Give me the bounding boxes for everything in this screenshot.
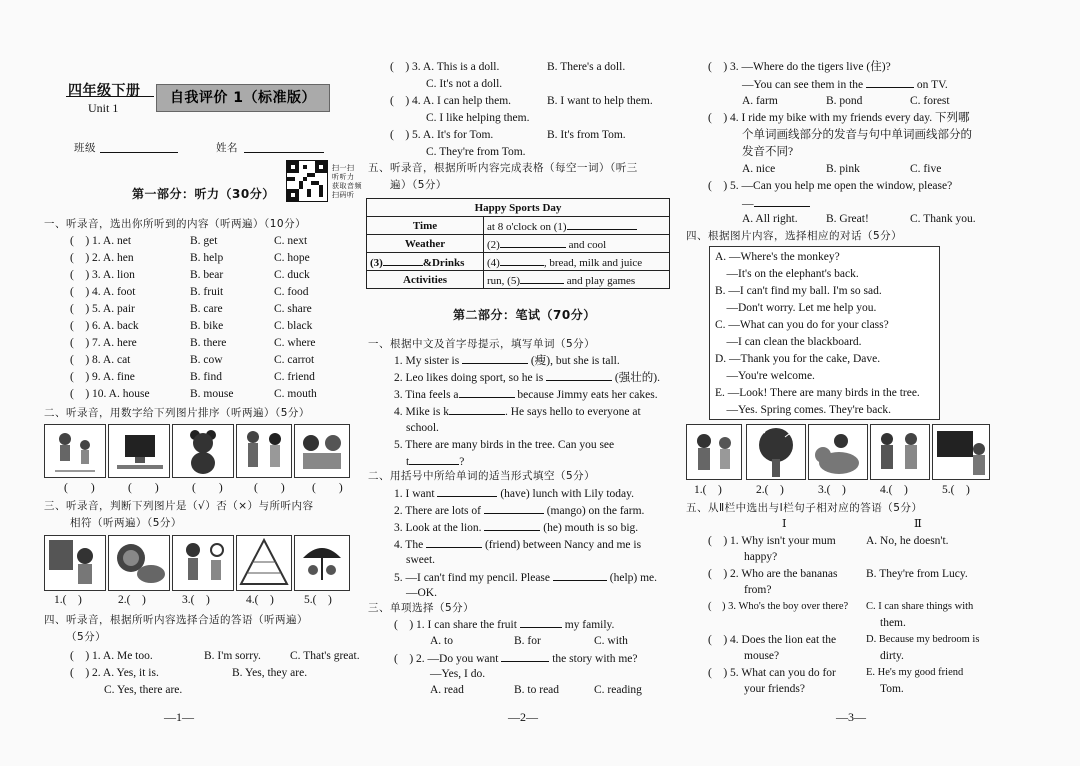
list-item[interactable]: 1. My sister is (瘦), but she is tall.	[394, 352, 620, 369]
answer-option: E. He's my good friend	[866, 667, 964, 678]
list-item[interactable]: 1. I want (have) lunch with Lily today.	[394, 485, 634, 502]
people-icon	[237, 425, 291, 477]
dialog-line: —It's on the elephant's back.	[715, 268, 859, 280]
unit-label: Unit 1	[88, 101, 119, 115]
option-c[interactable]: C. Yes, there are.	[104, 684, 183, 696]
list-item[interactable]: 2. There are lots of (mango) on the farm.	[394, 502, 644, 519]
option-b[interactable]: B. care	[190, 303, 223, 315]
qr-code-icon	[287, 161, 327, 201]
dialog-line: —Yes. Spring comes. They're back.	[715, 404, 892, 416]
list-item[interactable]: ( ) 5. A. pair	[70, 303, 135, 315]
judge-blank[interactable]: 2.( )	[118, 594, 146, 606]
option-b[interactable]: B. there	[190, 337, 227, 349]
answer-option: D. Because my bedroom is	[866, 634, 980, 645]
pyramid-icon	[237, 536, 291, 590]
list-item[interactable]: ( ) 1. I can share the fruit my family.	[394, 616, 614, 633]
order-blank[interactable]: ( )	[254, 482, 285, 494]
option-b[interactable]: B. bear	[190, 269, 224, 281]
table-value[interactable]: at 8 o'clock on (1)	[484, 217, 670, 235]
s3-heading: 三、听录音，判断下列图片是（√）否（×）与所听内容	[44, 500, 314, 512]
s2-heading: 二、听录音，用数字给下列图片排序（听两遍）（5分）	[44, 407, 310, 419]
table-key: Activities	[367, 271, 484, 289]
option-b[interactable]: B. Yes, they are.	[232, 667, 308, 679]
w3-heading: 三、单项选择（5分）	[368, 602, 475, 614]
option-c[interactable]: C. with	[594, 635, 628, 647]
s5-heading-cont: 遍）（5分）	[390, 179, 447, 191]
list-item[interactable]: 3. Look at the lion. (he) mouth is so big.	[394, 519, 638, 536]
list-item[interactable]: ( ) 1. A. net	[70, 235, 132, 247]
list-item-cont: mouse?	[744, 650, 780, 662]
w2-heading: 二、用括号中所给单词的适当形式填空（5分）	[368, 470, 596, 482]
list-item[interactable]: 5. —I can't find my pencil. Please (help) me.	[394, 569, 657, 586]
ball-icon	[173, 536, 233, 590]
picture-boy-girl	[686, 424, 742, 480]
list-item-cont: school.	[406, 422, 439, 434]
option-c[interactable]: C. five	[910, 163, 942, 175]
option-c[interactable]: C. hope	[274, 252, 310, 264]
option-c[interactable]: C. I like helping them.	[426, 112, 530, 124]
list-item[interactable]: 4. Mike is k . He says hello to everyone at	[394, 403, 641, 420]
w5-heading: 五、从Ⅱ栏中选出与Ⅰ栏句子相对应的答语（5分）	[686, 502, 923, 514]
option-c[interactable]: C. next	[274, 235, 308, 247]
option-c[interactable]: C. where	[274, 337, 316, 349]
column-2-header: Ⅱ	[914, 518, 922, 530]
list-item[interactable]: ( ) 1. Why isn't your mum	[708, 535, 836, 547]
table-key: Weather	[367, 235, 484, 253]
option-a[interactable]: A. to	[430, 635, 453, 647]
part1-heading: 第一部分：听力（30分）	[132, 187, 275, 201]
judge-blank[interactable]: 5.( )	[304, 594, 332, 606]
option-b[interactable]: B. fruit	[190, 286, 224, 298]
s3-heading-cont: 相符（听两遍）（5分）	[70, 517, 182, 529]
option-c[interactable]: C. They're from Tom.	[426, 146, 526, 158]
list-item[interactable]: ( ) 3. A. lion	[70, 269, 135, 281]
option-b[interactable]: B. get	[190, 235, 218, 247]
option-a[interactable]: A. All right.	[742, 213, 798, 225]
boy-icon	[45, 536, 105, 590]
w1-heading: 一、根据中文及首字母提示，填写单词（5分）	[368, 338, 596, 350]
dialog-line: E. —Look! There are many birds in the tree.	[715, 387, 920, 399]
answer-option-cont: them.	[880, 617, 906, 629]
match-blank[interactable]: 4.( )	[880, 484, 908, 496]
picture-umbrella	[294, 535, 350, 591]
list-item-cont: 发音不同?	[742, 146, 794, 158]
tree-icon	[747, 425, 805, 479]
dialog-box	[709, 246, 940, 420]
picture-people	[236, 424, 292, 478]
order-blank[interactable]: ( )	[64, 482, 95, 494]
grade-divider	[66, 96, 154, 97]
list-item[interactable]: 4. The (friend) between Nancy and me is	[394, 536, 641, 553]
name-label: 姓名	[216, 142, 238, 154]
w4-heading: 四、根据图片内容，选择相应的对话（5分）	[686, 230, 903, 242]
table-key[interactable]: (3) &Drinks	[367, 253, 484, 271]
option-b[interactable]: B. I want to help them.	[547, 95, 653, 107]
option-c[interactable]: C. mouth	[274, 388, 317, 400]
table-value[interactable]: run, (5) and play games	[484, 271, 670, 289]
picture-tree-birds	[746, 424, 806, 480]
option-c[interactable]: C. That's great.	[290, 650, 360, 662]
list-item[interactable]: ( ) 5. —Can you help me open the window, please?	[708, 180, 953, 192]
table-row	[367, 235, 670, 253]
list-item[interactable]: ( ) 2. A. hen	[70, 252, 134, 264]
option-a[interactable]: A. read	[430, 684, 464, 696]
list-item[interactable]: ( ) 4. I ride my bike with my friends every day. 下列哪	[708, 112, 970, 124]
option-b[interactable]: B. cow	[190, 354, 223, 366]
list-item[interactable]: ( ) 3. A. This is a doll.	[390, 61, 500, 73]
list-item-cont[interactable]: —You can see them in the on TV.	[742, 76, 948, 93]
list-item[interactable]: ( ) 4. A. I can help them.	[390, 95, 512, 107]
sports-day-table	[366, 198, 670, 289]
list-item[interactable]: ( ) 2. Who are the bananas	[708, 568, 838, 580]
answer-option: C. I can share things with	[866, 601, 974, 612]
list-item-cont: —Yes, I do.	[430, 668, 486, 680]
dialog-line: B. —I can't find my ball. I'm so sad.	[715, 285, 882, 297]
dialog-line: D. —Thank you for the cake, Dave.	[715, 353, 881, 365]
answer-option: A. No, he doesn't.	[866, 535, 949, 547]
table-title: Happy Sports Day	[367, 199, 670, 217]
dialog-line: —I can clean the blackboard.	[715, 336, 862, 348]
list-item-cont: sweet.	[406, 554, 436, 566]
order-blank[interactable]: ( )	[128, 482, 159, 494]
list-item[interactable]: ( ) 1. A. Me too.	[70, 650, 153, 662]
name-blank[interactable]	[244, 152, 324, 153]
table-key: Time	[367, 217, 484, 235]
list-item[interactable]: ( ) 8. A. cat	[70, 354, 131, 366]
option-b[interactable]: B. find	[190, 371, 222, 383]
option-a[interactable]: A. farm	[742, 95, 778, 107]
list-item[interactable]: 2. Leo likes doing sport, so he is (强壮的).	[394, 369, 660, 386]
picture-children	[294, 424, 350, 478]
class-label: 班级	[74, 142, 96, 154]
blackboard-icon	[933, 425, 989, 479]
option-c[interactable]: C. Thank you.	[910, 213, 976, 225]
page-number-3: —3—	[836, 710, 866, 724]
class-blank[interactable]	[100, 152, 178, 153]
list-item-cont: your friends?	[744, 683, 805, 695]
option-b[interactable]: B. There's a doll.	[547, 61, 626, 73]
option-b[interactable]: B. pink	[826, 163, 860, 175]
list-item-cont: happy?	[744, 551, 778, 563]
list-item-cont[interactable]: t ?	[406, 453, 464, 470]
picture-teddy-bear	[172, 424, 234, 478]
qr-code[interactable]	[286, 160, 328, 202]
answer-option-cont: dirty.	[880, 650, 904, 662]
picture-computer	[108, 424, 170, 478]
answer-option-cont: Tom.	[880, 683, 904, 695]
option-c[interactable]: C. share	[274, 303, 312, 315]
list-item[interactable]: ( ) 4. Does the lion eat the	[708, 634, 837, 646]
order-blank[interactable]: ( )	[312, 482, 343, 494]
column-1-header: Ⅰ	[782, 518, 787, 530]
elephant-icon	[809, 425, 867, 479]
judge-blank[interactable]: 4.( )	[246, 594, 274, 606]
lion-icon	[109, 536, 169, 590]
picture-kids-playing	[44, 424, 106, 478]
option-c[interactable]: C. forest	[910, 95, 950, 107]
list-item[interactable]: 3. Tina feels a because Jimmy eats her cakes.	[394, 386, 658, 403]
option-b[interactable]: B. help	[190, 252, 224, 264]
option-b[interactable]: B. pond	[826, 95, 863, 107]
table-value[interactable]: (4) , bread, milk and juice	[484, 253, 670, 271]
picture-gift	[870, 424, 930, 480]
figures-icon	[45, 425, 105, 477]
match-blank[interactable]: 3.( )	[818, 484, 846, 496]
answer-option: B. They're from Lucy.	[866, 568, 968, 580]
match-blank[interactable]: 5.( )	[942, 484, 970, 496]
option-c[interactable]: C. black	[274, 320, 313, 332]
order-blank[interactable]: ( )	[192, 482, 223, 494]
list-item[interactable]: ( ) 5. A. It's for Tom.	[390, 129, 494, 141]
judge-blank[interactable]: 3.( )	[182, 594, 210, 606]
option-b[interactable]: B. to read	[514, 684, 560, 696]
picture-pyramid	[236, 535, 292, 591]
list-item[interactable]: ( ) 10. A. house	[70, 388, 150, 400]
option-c[interactable]: C. friend	[274, 371, 315, 383]
table-row	[367, 271, 670, 289]
list-item[interactable]: ( ) 4. A. foot	[70, 286, 136, 298]
list-item[interactable]: ( ) 9. A. fine	[70, 371, 135, 383]
dialog-line: —Don't worry. Let me help you.	[715, 302, 877, 314]
bear-icon	[173, 425, 233, 477]
option-b[interactable]: B. I'm sorry.	[204, 650, 261, 662]
qr-caption: 扫一扫 听听力 获取音频 扫码听	[332, 164, 362, 199]
option-b[interactable]: B. for	[514, 635, 541, 647]
picture-sports	[172, 535, 234, 591]
s4-heading: 四、听录音，根据所听内容选择合适的答语（听两遍）	[44, 614, 308, 626]
list-item[interactable]: ( ) 5. What can you do for	[708, 667, 836, 679]
dialog-line: —You're welcome.	[715, 370, 815, 382]
list-item[interactable]: ( ) 3. Who's the boy over there?	[708, 601, 849, 612]
list-item-cont: from?	[744, 584, 772, 596]
picture-blackboard	[932, 424, 990, 480]
s5-heading: 五、听录音，根据所听内容完成表格（每空一词）（听三	[368, 162, 638, 174]
grade-label: 四年级下册	[68, 83, 141, 99]
children-icon	[295, 425, 349, 477]
picture-boy-window	[44, 535, 106, 591]
page-number-2: —2—	[508, 710, 538, 724]
umbrella-icon	[295, 536, 349, 590]
option-c[interactable]: C. food	[274, 286, 309, 298]
option-a[interactable]: A. nice	[742, 163, 776, 175]
part2-heading: 第二部分：笔试（70分）	[453, 308, 596, 322]
list-item[interactable]: 5. There are many birds in the tree. Can you see	[394, 439, 615, 451]
match-blank[interactable]: 1.( )	[694, 484, 722, 496]
people-icon	[871, 425, 929, 479]
list-item[interactable]: ( ) 2. —Do you want the story with me?	[394, 650, 638, 667]
list-item[interactable]: ( ) 6. A. back	[70, 320, 139, 332]
table-value[interactable]: (2) and cool	[484, 235, 670, 253]
option-b[interactable]: B. Great!	[826, 213, 869, 225]
option-b[interactable]: B. It's from Tom.	[547, 129, 626, 141]
list-item[interactable]: ( ) 7. A. here	[70, 337, 137, 349]
option-b[interactable]: B. mouse	[190, 388, 234, 400]
list-item-cont[interactable]: —	[742, 195, 810, 212]
page-title: 自我评价 1（标准版）	[156, 84, 330, 112]
list-item-cont: 个单词画线部分的发音与句中单词画线部分的	[742, 129, 972, 141]
picture-lion	[108, 535, 170, 591]
option-c[interactable]: C. It's not a doll.	[426, 78, 503, 90]
table-row	[367, 253, 670, 271]
option-b[interactable]: B. bike	[190, 320, 224, 332]
list-item[interactable]: ( ) 2. A. Yes, it is.	[70, 667, 159, 679]
judge-blank[interactable]: 1.( )	[54, 594, 82, 606]
monitor-icon	[109, 425, 169, 477]
picture-elephant-monkey	[808, 424, 868, 480]
option-c[interactable]: C. reading	[594, 684, 642, 696]
list-item-cont: —OK.	[406, 587, 437, 599]
table-row	[367, 217, 670, 235]
option-c[interactable]: C. duck	[274, 269, 310, 281]
option-c[interactable]: C. carrot	[274, 354, 315, 366]
dialog-line: A. —Where's the monkey?	[715, 251, 840, 263]
dialog-line: C. —What can you do for your class?	[715, 319, 889, 331]
page-number-1: —1—	[164, 710, 194, 724]
kids-icon	[687, 425, 741, 479]
s4-heading-cont: （5分）	[66, 631, 107, 643]
match-blank[interactable]: 2.( )	[756, 484, 784, 496]
list-item[interactable]: ( ) 3. —Where do the tigers live (住)?	[708, 61, 891, 73]
s1-heading: 一、听录音，选出你所听到的内容（听两遍）（10分）	[44, 218, 307, 230]
